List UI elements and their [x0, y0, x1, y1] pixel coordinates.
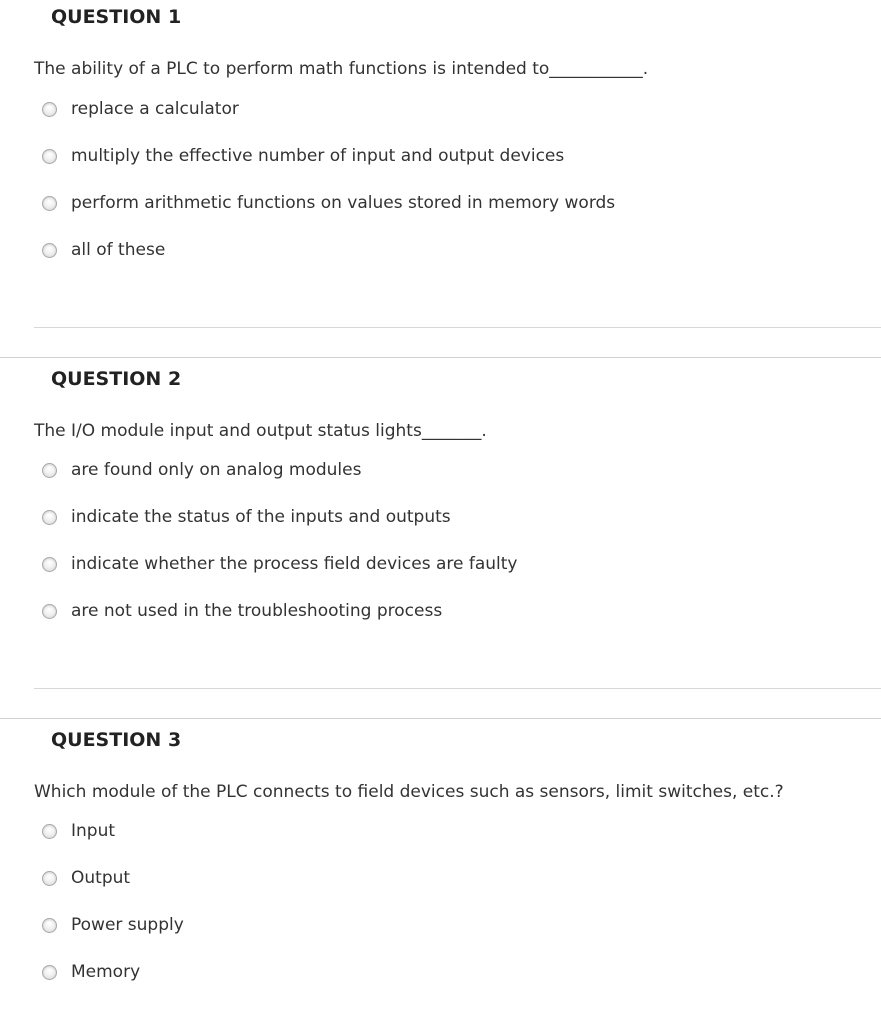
section-divider [0, 357, 881, 358]
radio-button[interactable] [42, 965, 57, 980]
option-label: indicate whether the process field devices are faulty [71, 554, 518, 574]
radio-button[interactable] [42, 243, 57, 258]
option-label: all of these [71, 240, 166, 260]
question-2-text: The I/O module input and output status lights_______. [34, 421, 487, 441]
option-label: are found only on analog modules [71, 460, 362, 480]
option-label: are not used in the troubleshooting process [71, 601, 443, 621]
question-1-text: The ability of a PLC to perform math functions is intended to___________. [34, 59, 649, 79]
section-divider [0, 718, 881, 719]
question-3-option-4[interactable] [42, 960, 140, 984]
radio-button[interactable] [42, 604, 57, 619]
question-1-option-3[interactable] [42, 191, 615, 215]
question-1-divider [34, 327, 881, 328]
option-label: Output [71, 868, 131, 888]
option-label: Input [71, 821, 116, 841]
radio-button[interactable] [42, 918, 57, 933]
radio-button[interactable] [42, 871, 57, 886]
question-1-option-2[interactable] [42, 144, 564, 168]
question-2-divider [34, 688, 881, 689]
question-2-option-2[interactable] [42, 505, 451, 529]
question-3-text: Which module of the PLC connects to field devices such as sensors, limit switches, etc.? [34, 782, 784, 802]
question-1-option-4[interactable] [42, 238, 165, 262]
question-2-option-4[interactable] [42, 599, 442, 623]
option-label: replace a calculator [71, 99, 239, 119]
radio-button[interactable] [42, 510, 57, 525]
question-2-heading: QUESTION 2 [51, 368, 182, 390]
radio-button[interactable] [42, 824, 57, 839]
radio-button[interactable] [42, 463, 57, 478]
question-1-option-1[interactable] [42, 97, 239, 121]
option-label: indicate the status of the inputs and outputs [71, 507, 451, 527]
radio-button[interactable] [42, 557, 57, 572]
question-1-heading: QUESTION 1 [51, 6, 182, 28]
option-label: perform arithmetic functions on values stored in memory words [71, 193, 616, 213]
radio-button[interactable] [42, 102, 57, 117]
question-2-option-1[interactable] [42, 458, 361, 482]
question-3-option-3[interactable] [42, 913, 184, 937]
radio-button[interactable] [42, 149, 57, 164]
option-label: multiply the effective number of input and output devices [71, 146, 565, 166]
radio-button[interactable] [42, 196, 57, 211]
question-3-option-2[interactable] [42, 866, 130, 890]
question-3-option-1[interactable] [42, 819, 115, 843]
option-label: Memory [71, 962, 141, 982]
question-2-option-3[interactable] [42, 552, 517, 576]
question-3-heading: QUESTION 3 [51, 729, 182, 751]
option-label: Power supply [71, 915, 184, 935]
